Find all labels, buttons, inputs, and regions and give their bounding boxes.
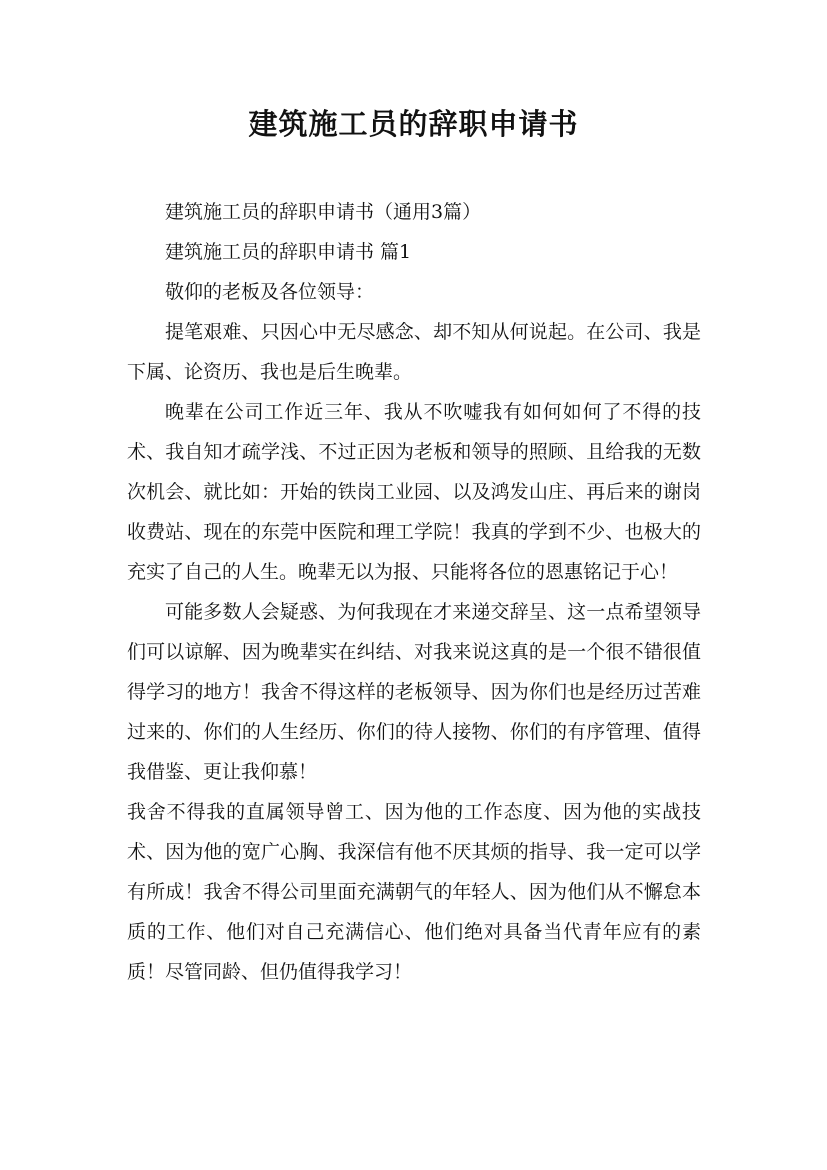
salutation: 敬仰的老板及各位领导： (165, 281, 375, 303)
document-body (127, 192, 701, 992)
body-paragraph: 我舍不得我的直属领导曾工、因为他的工作态度、因为他的实战技术、因为他的宽广心胸、我深信有他不厌其烦的指导、我一定可以学有所成！我舍不得公司里面充满朝气的年轻人、因为他们从不懈怠本质的工作、他们对自己充满信心、他们绝对具备当代青年应有的素质！尽管同龄、但仍值得我学习！ (127, 801, 701, 983)
body-paragraph: 提笔艰难、只因心中无尽感念、却不知从何说起。在公司、我是下属、论资历、我也是后生晚辈。 (127, 321, 701, 383)
document-title: 建筑施工员的辞职申请书 (248, 107, 579, 141)
body-paragraph: 晚辈在公司工作近三年、我从不吹嘘我有如何如何了不得的技术、我自知才疏学浅、不过正因为老板和领导的照顾、且给我的无数次机会、就比如：开始的铁岗工业园、以及鸿发山庄、再后来的谢岗收费站、现在的东莞中医院和理工学院！我真的学到不少、也极大的充实了自己的人生。晚辈无以为报、只能将各位的恩惠铭记于心！ (127, 401, 701, 583)
section-heading: 建筑施工员的辞职申请书 篇1 (165, 241, 412, 263)
subtitle-paragraph: 建筑施工员的辞职申请书（通用3篇） (165, 201, 482, 223)
body-paragraph: 可能多数人会疑惑、为何我现在才来递交辞呈、这一点希望领导们可以谅解、因为晚辈实在纠结、对我来说这真的是一个很不错很值得学习的地方！我舍不得这样的老板领导、因为你们也是经历过苦难过来的、你们的人生经历、你们的待人接物、你们的有序管理、值得我借鉴、更让我仰慕！ (127, 601, 701, 783)
